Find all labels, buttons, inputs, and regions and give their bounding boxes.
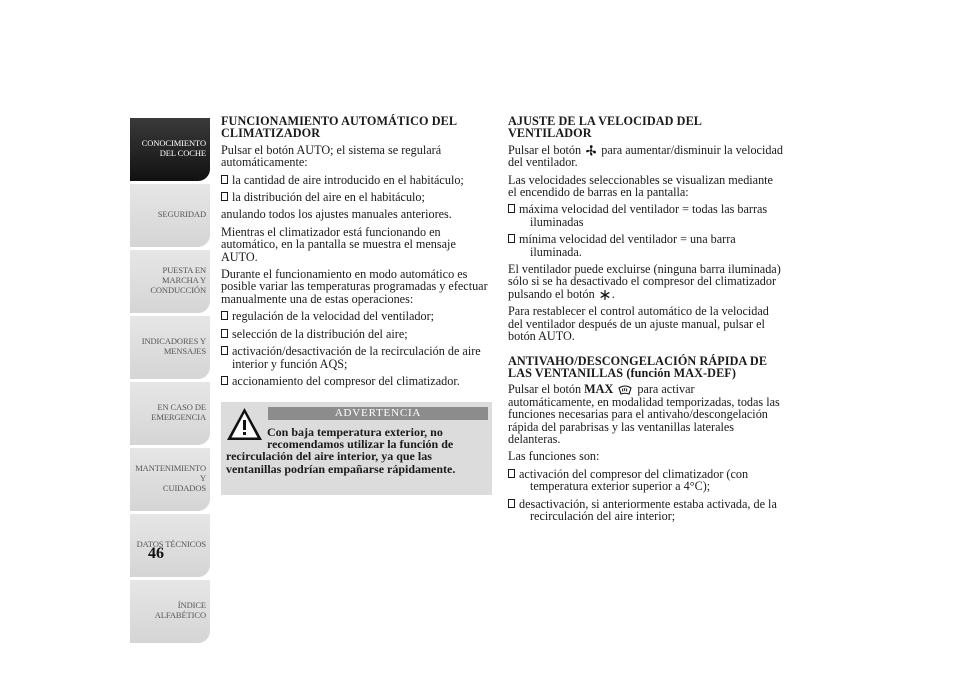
paragraph: Pulsar el botón para aumentar/disminuir la velocidad del ventilador. xyxy=(508,142,783,170)
tab-conocimiento-del-coche[interactable]: CONOCIMIENTO DEL COCHE xyxy=(130,118,210,181)
warning-title: ADVERTENCIA xyxy=(268,407,488,420)
warning-box xyxy=(221,402,492,495)
paragraph: Mientras el climatizador está funcionando en automático, en la pantalla se muestra el mensaje AUTO. xyxy=(221,224,456,264)
bullet-box-icon xyxy=(221,175,228,184)
section-heading-auto: FUNCIONAMIENTO AUTOMÁTICO DEL CLIMATIZADOR xyxy=(221,114,457,141)
right-column xyxy=(508,115,783,527)
tab-puesta-en-marcha[interactable]: PUESTA EN MARCHA Y CONDUCCIÓN xyxy=(130,250,210,313)
chapter-tabs xyxy=(130,118,210,646)
paragraph: Pulsar el botón AUTO; el sistema se regulará automáticamente: xyxy=(221,142,442,170)
fan-icon xyxy=(586,145,596,156)
tab-indicadores-y-mensajes[interactable]: INDICADORES Y MENSAJES xyxy=(130,316,210,379)
bullet-box-icon xyxy=(508,469,515,478)
paragraph: Durante el funcionamiento en modo automático es posible variar las temperaturas programadas y efectuar manualmente una de estas operaciones: xyxy=(221,267,488,306)
tab-en-caso-de-emergencia[interactable]: EN CASO DE EMERGENCIA xyxy=(130,382,210,445)
snowflake-icon xyxy=(600,290,610,300)
list-item: selección de la distribución del aire; xyxy=(221,328,493,340)
list-item: la distribución del aire en el habitáculo; xyxy=(221,191,493,203)
page-number: 46 xyxy=(148,545,164,562)
paragraph: Pulsar el botón MAX para activar automáticamente, en modalidad temporizadas, todas las funciones necesarias para el antivaho/descongelación rápida del parabrisas y las ventanillas laterales delanteras. xyxy=(508,382,780,446)
bullet-box-icon xyxy=(221,376,228,385)
section-heading-fan-speed: AJUSTE DE LA VELOCIDAD DEL VENTILADOR xyxy=(508,114,702,141)
paragraph: Las velocidades seleccionables se visualizan mediante el encendido de barras en la pantalla: xyxy=(508,172,773,200)
list-item: máxima velocidad del ventilador = todas las barras iluminadas xyxy=(508,203,783,228)
list-item: accionamiento del compresor del climatizador. xyxy=(221,375,493,387)
tab-mantenimiento-y-cuidados[interactable]: MANTENIMIENTO Y CUIDADOS xyxy=(130,448,210,511)
bullet-box-icon xyxy=(508,204,515,213)
paragraph: Las funciones son: xyxy=(508,449,600,464)
tab-datos-tecnicos[interactable]: DATOS TÉCNICOS xyxy=(130,514,210,577)
bullet-box-icon xyxy=(508,234,515,243)
list-item: activación del compresor del climatizador (con temperatura exterior superior a 4°C); xyxy=(508,468,783,493)
tab-seguridad[interactable]: SEGURIDAD xyxy=(130,184,210,247)
list-item: activación/desactivación de la recirculación de aire interior y función AQS; xyxy=(221,345,493,370)
bullet-box-icon xyxy=(221,346,228,355)
bullet-box-icon xyxy=(221,192,228,201)
warning-text: Con baja temperatura exterior, no recomendamos utilizar la función de recirculación del aire interior, ya que las ventanillas podrían empañarse rápidamente. xyxy=(226,425,456,476)
left-column xyxy=(221,115,493,392)
list-item: mínima velocidad del ventilador = una barra iluminada. xyxy=(508,233,783,258)
section-heading-max-def: ANTIVAHO/DESCONGELACIÓN RÁPIDA DE LAS VENTANILLAS (función MAX-DEF) xyxy=(508,353,768,380)
tab-indice-alfabetico[interactable]: ÍNDICE ALFABÉTICO xyxy=(130,580,210,643)
paragraph: El ventilador puede excluirse (ninguna barra iluminada) sólo si se ha desactivado el compresor del climatizador pulsando el botón . xyxy=(508,262,781,301)
bullet-box-icon xyxy=(508,499,515,508)
list-item: regulación de la velocidad del ventilador; xyxy=(221,310,493,322)
paragraph: anulando todos los ajustes manuales anteriores. xyxy=(221,207,452,222)
bullet-box-icon xyxy=(221,311,228,320)
paragraph: Para restablecer el control automático de la velocidad del ventilador después de un ajuste manual, pulsar el botón AUTO. xyxy=(508,304,769,344)
bullet-box-icon xyxy=(221,329,228,338)
list-item: desactivación, si anteriormente estaba activada, de la recirculación del aire interior; xyxy=(508,498,783,523)
list-item: la cantidad de aire introducido en el habitáculo; xyxy=(221,174,493,186)
